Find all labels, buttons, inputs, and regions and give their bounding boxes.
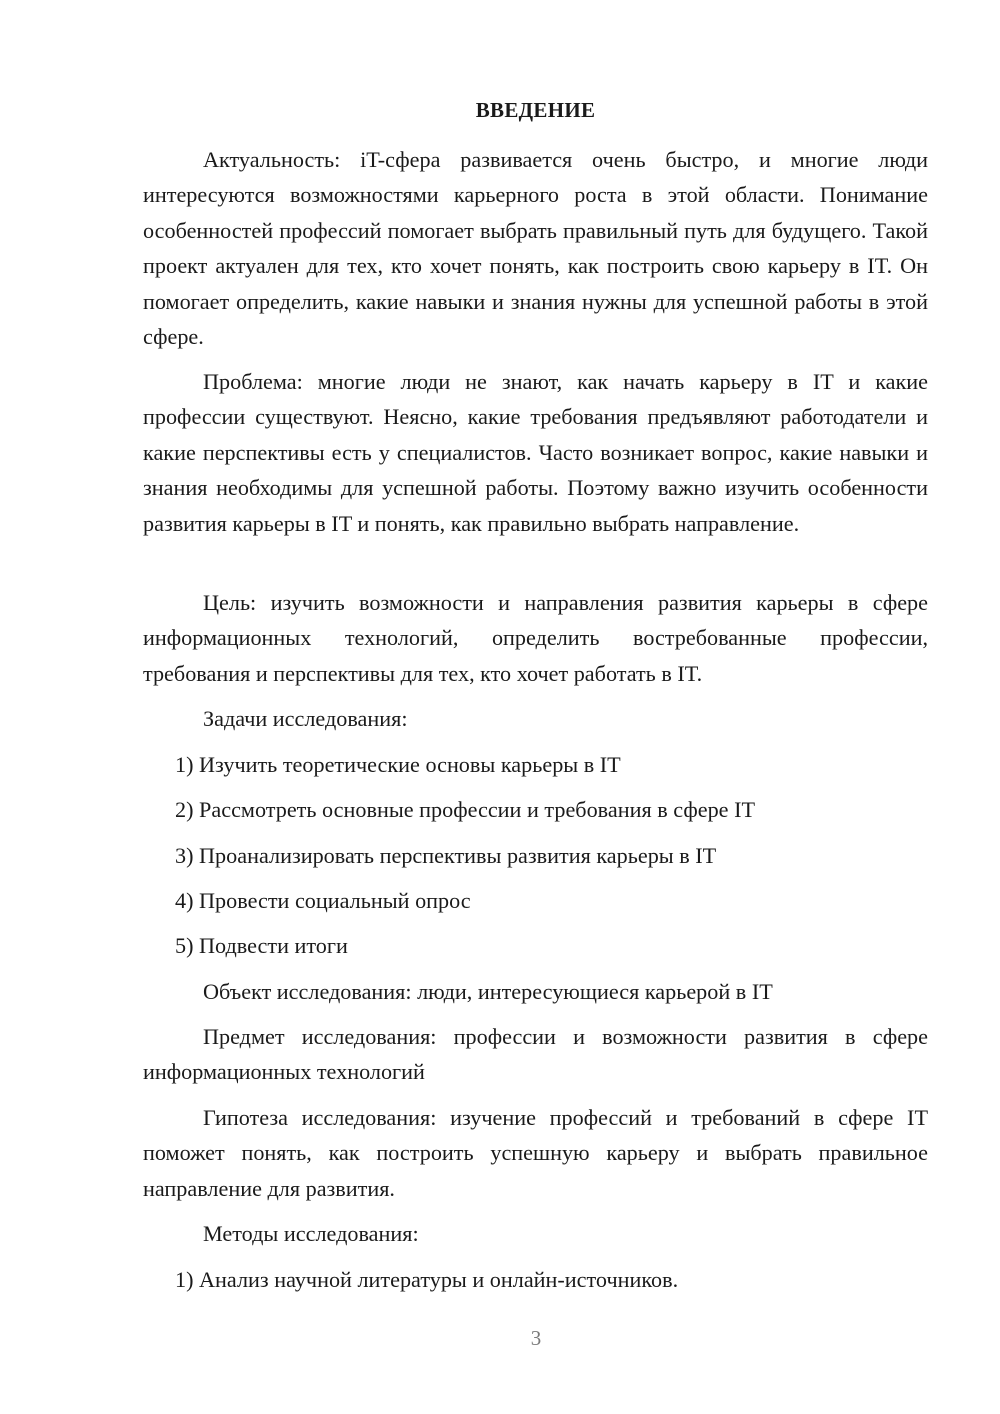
relevance-paragraph: Актуальность: iT-сфера развивается очень быстро, и многие люди интересуются возможностями карьерного роста в этой области. Понимание особенностей профессий помогает выбрать правильный путь для будущего. Такой проект актуален для тех, кто хочет понять, как построить свою карьеру в IT. Он помогает определить, какие навыки и знания нужны для успешной работы в этой сфере. [143, 147, 928, 350]
problem-paragraph: Проблема: многие люди не знают, как начать карьеру в IT и какие профессии существуют. Неясно, какие требования предъявляют работодатели и какие перспективы есть у специалистов. Часто возникает вопрос, какие навыки и знания необходимы для успешной работы. Поэтому важно изучить особенности развития карьеры в IT и понять, как правильно выбрать направление. [143, 369, 928, 536]
methods-heading: Методы исследования: [203, 1221, 419, 1246]
goal-paragraph: Цель: изучить возможности и направления развития карьеры в сфере информационных технологий, определить востребованные профессии, требования и перспективы для тех, кто хочет работать в IT. [143, 590, 928, 686]
task-item: 3) Проанализировать перспективы развития карьеры в IT [175, 843, 717, 868]
task-item: 2) Рассмотреть основные профессии и требования в сфере IT [175, 797, 756, 822]
section-heading: ВВЕДЕНИЕ [475, 98, 596, 122]
tasks-heading: Задачи исследования: [203, 706, 408, 731]
task-item: 4) Провести социальный опрос [175, 888, 471, 913]
page-number: 3 [530, 1326, 542, 1350]
object-paragraph: Объект исследования: люди, интересующиеся карьерой в IT [203, 979, 773, 1004]
method-item: 1) Анализ научной литературы и онлайн-источников. [175, 1267, 679, 1292]
task-item: 5) Подвести итоги [175, 933, 348, 958]
subject-paragraph: Предмет исследования: профессии и возможности развития в сфере информационных технологий [143, 1024, 928, 1085]
hypothesis-paragraph: Гипотеза исследования: изучение профессий и требований в сфере IT поможет понять, как построить успешную карьеру и выбрать правильное направление для развития. [143, 1105, 928, 1201]
task-item: 1) Изучить теоретические основы карьеры в IT [175, 752, 621, 777]
